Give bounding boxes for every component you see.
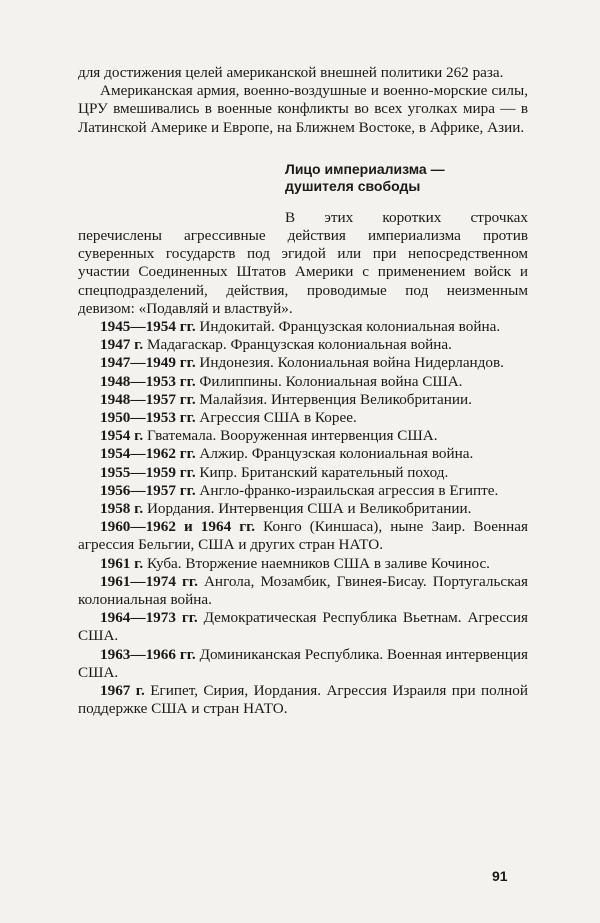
chronology-entry — [78, 682, 528, 718]
entry-text: Ангола, Мозамбик, Гвинея-Бисау. Португальская колониальная война. — [78, 572, 528, 609]
entry-years: 1948—1953 гг. — [100, 372, 196, 390]
entry-years: 1947—1949 гг. — [100, 354, 196, 372]
page-number: 91 — [492, 868, 508, 884]
entry-text: Кипр. Британский карательный поход. — [199, 463, 449, 481]
chronology-entry — [78, 445, 528, 463]
paragraph-armed-forces: Американская армия, военно-воздушные и военно-морские силы, ЦРУ вмешивались в военные конфликты во всех уголках мира — в Латинской Америке и Европе, на Ближнем Востоке, в Африке, Азии. — [78, 82, 528, 136]
chronology-entry — [78, 354, 528, 372]
intro-paragraph: В этих коротких строчках перечислены агрессивные действия империализма против суверенных государств под эгидой или при непосредственном участии Соединенных Штатов Америки с применением войск и спецподразделений, действия, проводимые под неизменным девизом: «Подавляй и властвуй». — [78, 208, 528, 317]
chronology-entry — [78, 409, 528, 427]
entry-text: Куба. Вторжение наемников США в заливе Кочинос. — [146, 554, 490, 572]
entry-text: Иордания. Интервенция США и Великобритании. — [146, 500, 472, 518]
chronology-entry — [78, 336, 528, 354]
entry-text: Филиппины. Колониальная война США. — [199, 372, 463, 390]
entry-years: 1945—1954 гг. — [100, 318, 196, 336]
chronology-entry — [78, 555, 528, 573]
heading-line-1: Лицо империализма — — [285, 160, 445, 177]
entry-years: 1963—1966 гг. — [100, 645, 196, 663]
paragraph-continued: для достижения целей американской внешней политики 262 раза. — [78, 64, 504, 81]
entry-years: 1947 г. — [100, 336, 144, 354]
chronology-entry — [78, 464, 528, 482]
entry-text: Конго (Киншаса), ныне Заир. Военная агрессия Бельгии, США и других стран НАТО. — [78, 518, 528, 554]
page-body — [78, 64, 528, 719]
entry-years: 1960—1962 и 1964 гг. — [100, 518, 256, 536]
chronology-entry — [78, 482, 528, 500]
chronology-entry — [78, 318, 528, 336]
entry-years: 1956—1957 гг. — [100, 481, 196, 499]
entry-years: 1961—1974 гг. — [100, 572, 198, 590]
entry-text: Индокитай. Французская колониальная война. — [199, 318, 501, 336]
chronology-entry — [78, 573, 528, 609]
entry-text: Демократическая Республика Вьетнам. Агрессия США. — [78, 609, 528, 645]
entry-years: 1954—1962 гг. — [100, 445, 196, 463]
entry-text: Египет, Сирия, Иордания. Агрессия Израиля при полной поддержке США и стран НАТО. — [78, 682, 529, 718]
entry-years: 1961 г. — [100, 554, 144, 572]
chronology-entry — [78, 427, 528, 445]
entry-years: 1948—1957 гг. — [100, 390, 196, 408]
chronology-entry — [78, 518, 528, 554]
entry-text: Мадагаскар. Французская колониальная война. — [146, 336, 452, 354]
chronology-list — [78, 318, 528, 718]
entry-text: Англо-франко-израильская агрессия в Египте. — [199, 481, 499, 499]
entry-years: 1955—1959 гг. — [100, 463, 196, 481]
section-heading — [285, 161, 528, 195]
chronology-entry — [78, 373, 528, 391]
entry-text: Алжир. Французская колониальная война. — [199, 445, 474, 463]
entry-text: Доминиканская Республика. Военная интервенция США. — [78, 645, 528, 681]
chronology-entry — [78, 609, 528, 645]
entry-years: 1958 г. — [100, 500, 144, 518]
entry-text: Гватемала. Вооруженная интервенция США. — [146, 427, 438, 445]
entry-years: 1950—1953 гг. — [100, 409, 196, 427]
entry-text: Агрессия США в Корее. — [199, 409, 357, 427]
chronology-entry — [78, 500, 528, 518]
chronology-entry — [78, 391, 528, 409]
entry-text: Индонезия. Колониальная война Нидерландов. — [199, 354, 504, 372]
heading-line-2: душителя свободы — [285, 177, 421, 194]
entry-text: Малайзия. Интервенция Великобритании. — [199, 390, 472, 408]
entry-years: 1954 г. — [100, 427, 144, 445]
chronology-entry — [78, 646, 528, 682]
entry-years: 1967 г. — [100, 682, 145, 700]
entry-years: 1964—1973 гг. — [100, 609, 198, 627]
